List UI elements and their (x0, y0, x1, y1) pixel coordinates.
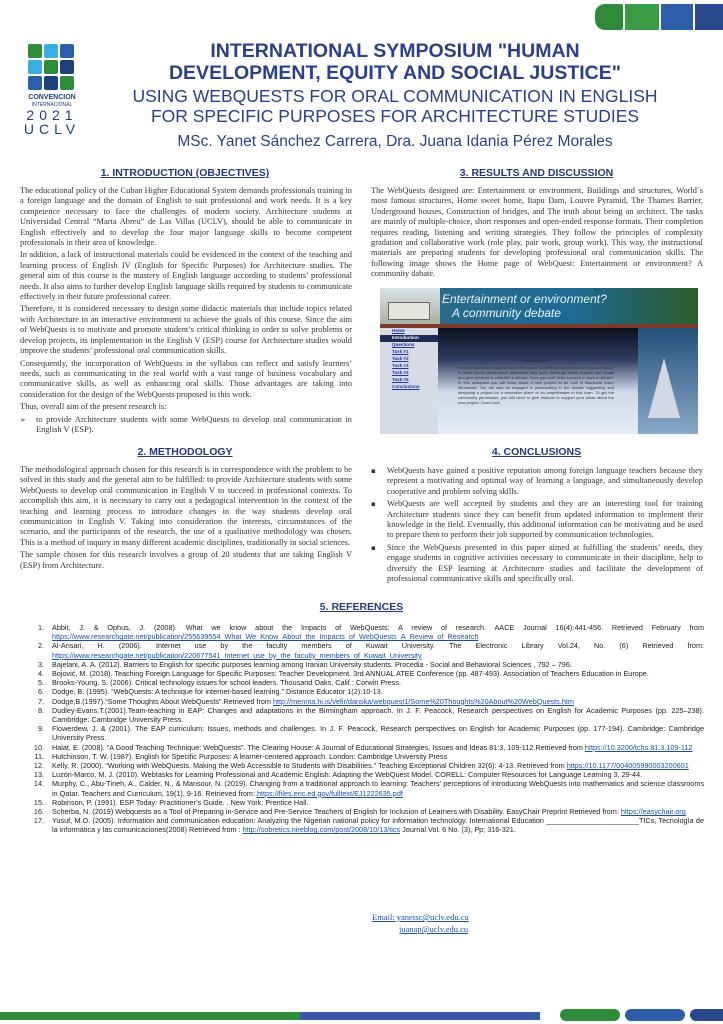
webquest-nav-home[interactable]: Home (392, 328, 405, 333)
reference-citation: Dudley-Evans,T.(2001).Team-teaching in EAP: Changes and adaptations in the Birmingham approach. In J. F. Peacock, Research perspectives on English for Academic Purposes (pp. 225–238). Cambridge: Cambridge University Press. (52, 705, 704, 725)
conclusion-text: WebQuests are well accepted by students and they are an interesting tool for training Architecture students since they can benefit from updated information to implement their knowledge in the field. Eventually, this additional information can be motivating and be used to prepare them to perform their job supported by communication technologies. (387, 499, 703, 540)
reference-text (52, 770, 704, 779)
reference-text (52, 743, 704, 752)
webquest-nav-task4[interactable]: Task #4 (392, 370, 409, 375)
reference-number: 1. (37, 623, 44, 632)
reference-text (52, 706, 704, 724)
symposium-title-line1: INTERNATIONAL SYMPOSIUM "HUMAN (210, 40, 580, 62)
paper-title-line2: FOR SPECIFIC PURPOSES FOR ARCHITECTURE STUDIES (150, 106, 640, 126)
reference-item (24, 669, 704, 678)
top-decorative-bar (0, 0, 723, 40)
symposium-title-line2: DEVELOPMENT, EQUITY AND SOCIAL JUSTICE" (168, 62, 622, 84)
reference-link[interactable]: https://easychair.org (620, 807, 686, 817)
reference-item (24, 752, 704, 761)
reference-text (52, 660, 704, 669)
reference-text (52, 779, 704, 797)
reference-number: 5. (37, 678, 44, 688)
reference-text (52, 798, 704, 807)
reference-number: 3. (37, 659, 44, 669)
reference-tail: Journal Vol. 6 No. (3), Pp; 316-321. (400, 825, 516, 835)
reference-number: 7. (37, 696, 44, 706)
webquest-nav-conclusions[interactable]: Conclusions (392, 384, 420, 389)
paper-title-line1: USING WEBQUESTS FOR ORAL COMMUNICATION IN ENGLISH (132, 86, 658, 106)
reference-citation: Robinson, P. (1991). ESP Today: Practitioner’s Guide. . New York: Prentice Hall. (52, 797, 309, 807)
reference-item (24, 706, 704, 724)
reference-citation: Hutchinson, T. W. (1987). English for Specific Purposes: A learner-centered approach. London: Cambridge University Press (52, 751, 448, 761)
reference-number: 12. (33, 761, 44, 771)
reference-item (24, 697, 704, 706)
reference-number: 13. (33, 770, 44, 780)
bottom-decorative-bar (0, 1002, 723, 1024)
webquest-nav-task5[interactable]: Task #5 (392, 377, 409, 382)
email-link-1[interactable]: Email: yanetsc@uclv.edu.cu (372, 912, 469, 922)
webquest-intro-text: How are decisions made in towns in respect to building new projects on unused lands? In some towns government authorities hold open meetings where anyone can speak and give opinions to establish a debate. Have you ever been involved in such a debate? In this webquest you will learn about a new project to be built in Bumsville town, Minnesota. You will also be engaged in participating in the debate suggesting and designing a project for a recreation place or an amphitheater in this town. To get the community permission, you will need to give reasons to support your ideas about the new project. Good luck! (458, 365, 614, 405)
logo-org: UCLV (23, 121, 81, 137)
reference-text (52, 641, 704, 659)
reference-citation: Scherba, N. (2019) Webquests as a Tool of Preparing in-Service and Pre-Service Teachers of English for Inclusion of Learners with Disability. EasyChair Preprint Retrieved from: (52, 807, 621, 817)
reference-text (52, 761, 704, 770)
contact-emails (372, 911, 469, 935)
reference-item (24, 623, 704, 641)
convention-logo (22, 44, 82, 138)
reference-item (24, 761, 704, 770)
conclusion-item (371, 499, 703, 541)
square-bullet-icon: ▪ (371, 500, 376, 509)
reference-number: 14. (33, 779, 44, 789)
intro-paragraph: Thus, overall aim of the present research is: (20, 402, 167, 412)
webquest-banner-line2: A community debate (452, 306, 561, 320)
reference-text (52, 678, 704, 687)
reference-number: 4. (37, 669, 44, 679)
conclusion-text: WebQuests have gained a positive reputation among foreign language teachers because they represent a motivating and optimal way of learning a language, and simultaneously develop cooperative and problem solving skills. (387, 466, 703, 496)
webquest-intro (458, 358, 614, 405)
reference-text (52, 623, 704, 641)
reference-citation: Bajelani, A. A. (2012). Barriers to English for specific purposes learning among Iranian University students. Procedia - Social and Behavioral Sciences , 792 – 796. (52, 659, 572, 669)
reference-number: 11. (34, 751, 44, 761)
reference-item (24, 743, 704, 752)
methodology-body (20, 465, 352, 573)
reference-item (24, 687, 704, 696)
reference-citation: Halat, E. (2008). “A Good Teaching Technique: WebQuests”. The Clearing House: A Journal of Educational Strategies, Issues and Ideas 81:3, 109-112.Retrieved from (52, 742, 585, 752)
webquest-nav-introduction[interactable]: Introduction (380, 335, 438, 342)
email-link-2[interactable]: juanap@uclv.edu.cu (399, 924, 469, 934)
webquest-nav-task1[interactable]: Task #1 (392, 349, 409, 354)
intro-body (20, 186, 352, 435)
reference-link[interactable]: https://www.researchgate.net/publication/220677541_Internet_use_by_the_faculty_members_of_Kuwait_University (52, 650, 422, 660)
conclusions-title: 4. CONCLUSIONS (491, 446, 582, 458)
reference-citation: Yusuf, M.O. (2005). Information and communication education: Analyzing the Nigerian national policy for information technology. International Education _______________________TICs, Tecnología de la informática y las comunicaciones(2008) Retrieved from : (52, 816, 704, 835)
reference-text (52, 669, 704, 678)
reference-item (24, 770, 704, 779)
objective-text: to provide Architecture students with some WebQuests to develop oral communication in English V (ESP). (36, 414, 352, 434)
methodology-title: 2. METHODOLOGY (137, 446, 233, 458)
reference-link[interactable]: https://files.eric.ed.gov/fulltext/EJ1222635.pdf (256, 788, 403, 798)
reference-item (24, 641, 704, 659)
methodology-paragraph: The methodological approach chosen for this research is in correspondence with the problem to be solved in this study and the general aim to be fulfilled: to provide Architecture students with some WebQuests to develop oral communication in English V to succeed in professional contexts. To accomplish this aim, it is necessary to carry out a pedagogical intervention in the context of the teaching and learning process to introduce changes in the way students develop oral communication in English V. Taking into consideration the interests, circumstances of the scenario, and the participants of the research, the use of a qualitative methodology was chosen. This is a method of inquiry in many different academic disciplines, traditionally in social sciences. (20, 465, 352, 547)
reference-item (24, 816, 704, 834)
reference-citation: Dodge,B.(1997).“Some Thoughts About WebQuests”.Retrieved from (52, 696, 273, 706)
reference-link[interactable]: http://mennta.hi.is/vefir/danska/webquest1/Some%20Thoughts%20About%20WebQuests.htm (272, 696, 574, 706)
reference-number: 16. (33, 807, 44, 817)
reference-text (52, 752, 704, 761)
square-bullet-icon: ▪ (371, 467, 376, 475)
reference-number: 17. (33, 816, 44, 826)
references-title: 5. REFERENCES (319, 601, 404, 613)
poster-header (95, 40, 695, 152)
intro-paragraph: In addition, a lack of instructional materials could be evidenced in the context of the teaching and learning process of English IV (English for Specific Purposes) for Architecture studies. The general aim of this course is the mastery of English language according to students’ professional needs. It also aims to further develop English language skills required by students to communicate effectively in their future professional career. (20, 250, 352, 302)
intro-paragraph: Consequently, the incorporation of WebQuests in the syllabus can reflect and satisfy learners’ needs, such as communicating in the real world with a vast range of business vocabulary and communicative skills, as well as enhancing oral skills. Those advantages are taking into consideration for the design of the WebQuests proposed in this work. (20, 358, 352, 399)
reference-number: 10. (33, 742, 44, 752)
reference-item (24, 798, 704, 807)
reference-item (24, 724, 704, 742)
logo-line1: CONVENCION (28, 94, 76, 101)
arrow-bullet-icon: ➢ (20, 415, 26, 424)
reference-citation: Al-Ansari, H. (2006). Internet use by the faculty members of Kuwait University. The Electronic Library Vol.24, No. (6) Retrieved from: (52, 641, 704, 651)
methodology-paragraph: The sample chosen for this research involves a group of 20 students that are taking English V (ESP) from Architecture. (20, 550, 352, 570)
reference-text (52, 697, 704, 706)
webquest-banner-line1: Entertainment or environment? (442, 292, 607, 306)
reference-citation: Flowerdew, J. & (2001). The EAP curriculum: Issues, methods and challenges. In J. F. Peacock, Research perspectives on English for Academic Purposes (pp. 177-194). Cambridge: Cambridge University Press. (52, 724, 704, 743)
webquest-homepage-image (380, 288, 698, 434)
intro-paragraph: Therefore, it is considered necessary to design some didactic materials that include topics related with Architecture in an interactive environment to achieve the goals of this course. Since the aim of WebQuests is to motivate and promote student’s critical thinking in order to solve problems or develop projects, its implementation in the English V (ESP) course for Architecture studies would improve the students’ professional oral communication skills. (20, 304, 352, 356)
reference-number: 8. (37, 705, 44, 715)
webquest-banner-text (442, 292, 607, 320)
reference-text (52, 807, 704, 816)
reference-citation: Brooks-Young, S. (2006). Critical technology issues for school leaders. Thousand Oaks, Calif.: Corwin Press. (52, 678, 401, 688)
logo-line2: INTERNACIONAL (31, 102, 73, 108)
authors: MSc. Yanet Sánchez Carrera, Dra. Juana Idania Pérez Morales (177, 133, 613, 150)
reference-citation: Kelly, R. (2000). “Working with WebQuests. Making the Web Accessible to Students with Disabilities.” Teaching Exceptional Children 32(6): 4-13. Retrieved from (52, 761, 567, 771)
reference-number: 15. (33, 797, 44, 807)
reference-link[interactable]: http://sobretics.nireblog.com/post/2008/10/13/tics (242, 825, 401, 835)
webquest-nav-task3[interactable]: Task #3 (392, 363, 409, 368)
reference-citation: Abbit, J. & Ophus, J. (2008). What we know about the Impacts of WebQuests: A review of research. AACE Journal 16(4):441-456. Retrieved February from (52, 623, 704, 632)
reference-item (24, 678, 704, 687)
intro-paragraph: The educational policy of the Cuban Higher Educational System demands professionals training in a foreign language and the domain of English to suit professional and work needs. It is a key competence necessary to face the challenges of modern society. Architecture students at Universidad Central “Marta Abreu” de Las Villas (UCLV), should be able to communicate in English effectively and to develop the four major language skills to become competent professionals in their area of knowledge. (20, 186, 352, 248)
webquest-nav-task2[interactable]: Task #2 (392, 356, 409, 361)
square-bullet-icon: ▪ (371, 543, 376, 552)
webquest-intro-title: Introduction (524, 358, 548, 363)
webquest-nav-questions[interactable]: Questions (392, 342, 415, 347)
logo-mosaic-icon (28, 44, 76, 92)
intro-title: 1. INTRODUCTION (OBJECTIVES) (100, 167, 270, 179)
house-photo-icon (380, 288, 440, 324)
reference-text (52, 687, 704, 696)
results-title: 3. RESULTS AND DISCUSSION (459, 167, 614, 179)
reference-item (24, 660, 704, 669)
conclusion-text: Since the WebQuests presented in this paper aimed at fulfilling the students’ needs, they engage students in cognitive activities necessary to communicate in their discipline, help to diversify the ESP learning at Architecture studies and facilitate the development of professional communicative skills and specifically oral. (387, 542, 703, 584)
webquest-main (438, 328, 638, 434)
castle-icon (648, 358, 680, 418)
reference-link[interactable]: https://10.3200/tchs.81.3.109-112 (584, 742, 693, 752)
conclusion-item (371, 543, 703, 585)
results-paragraph: The WebQuests designed are: Entertainment or environment, Buildings and structures, World´s most famous structures, Home sweet home, Itapu Dam, Louvre Pyramid, The Thames Barrier, Underground houses, Construction of bridges, and The truth about being an architect. The tasks are mainly of multiple-choice, short responses and open-ended response formats. Their completion requires reading, listening and writing strategies. They follow the principles of complexity gradation and collaborative work (role play, pair work, group work). This way, the instructional materials are preparing students for developing professional oral communication skills. The following image shows the Home page of WebQuest: Entertainment or environment? A community dabate. (371, 186, 703, 279)
reference-number: 9. (37, 724, 44, 734)
reference-text (52, 816, 704, 834)
top-corner-ribbon (593, 0, 723, 34)
reference-number: 2. (37, 641, 44, 651)
reference-text (52, 724, 704, 742)
reference-link[interactable]: https://www.researchgate.net/publication/255639554_What_We_Know_About_the_Impacts_of_WebQuests_A_Review_of_Research (52, 632, 479, 642)
references-list (24, 623, 704, 835)
reference-citation: Luzón-Marco, M. J. (2010). Webtasks for Learning Professional and Academic English: Adapting the WebQuest Model. CORELL: Computer Resources for Language Learning 3, 29-44. (52, 770, 643, 780)
results-body (371, 186, 703, 282)
reference-item (24, 779, 704, 797)
conclusions-body (371, 466, 703, 584)
reference-citation: Dodge, B. (1995). “WebQuests: A technique for internet-based learning.” Distance Educator 1(2):10-13. (52, 687, 383, 697)
conclusion-item (371, 466, 703, 497)
objective-item (20, 415, 352, 436)
webquest-nav (380, 328, 438, 434)
reference-citation: Murphy, C., Abu-Tineh, A., Calder, N., & Mansour, N. (2019). Changing from a traditional approach to learning: Teachers’ perceptions of introducing WebQuests into mathematics and science classrooms in Qatar. Teachers and Curriculum, 19(1), 9-16. Retrieved from: (52, 779, 704, 798)
reference-link[interactable]: https://10.1177/004005990003200601 (566, 761, 689, 771)
reference-number: 6. (37, 687, 44, 697)
logo-year: 2021 (26, 107, 78, 123)
reference-citation: Bojović, M. (2018). Teaching Foreign Language for Specific Purposes: Teacher Development. 3rd ANNUAL ATEE Conference (pp. 487-493). Association of Teachers Education in Europe. (52, 669, 649, 679)
reference-item (24, 807, 704, 816)
